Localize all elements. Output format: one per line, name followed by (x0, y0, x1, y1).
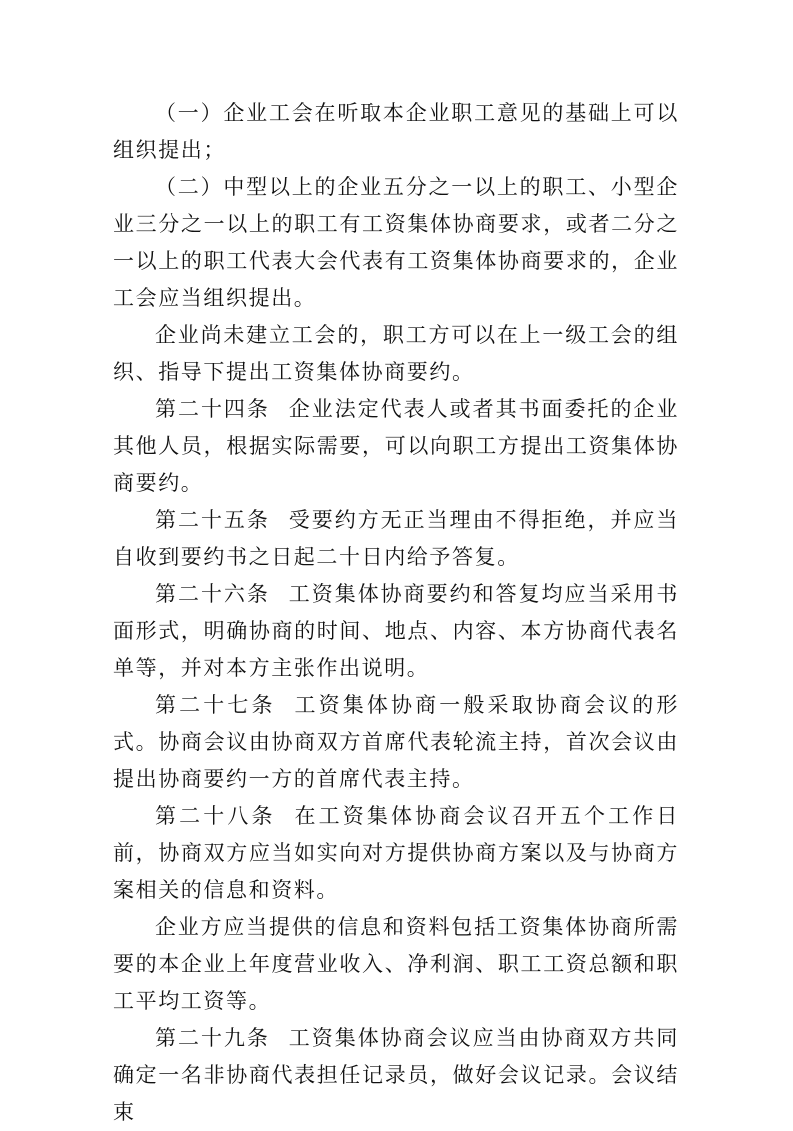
paragraph-text: 企业尚未建立工会的，职工方可以在上一级工会的组织、指导下提出工资集体协商要约。 (113, 323, 679, 384)
document-body (113, 95, 679, 1131)
article-number: 第二十八条 (155, 804, 276, 828)
article-text: 在工资集体协商会议召开五个工作日前，协商双方应当如实向对方提供协商方案以及与协商方案相关的信息和资料。 (113, 804, 679, 902)
article-number: 第二十五条 (155, 508, 270, 532)
paragraph-1 (113, 95, 679, 169)
article-26 (113, 576, 679, 687)
article-number: 第二十九条 (155, 1026, 270, 1050)
article-24 (113, 391, 679, 502)
article-number: 第二十六条 (155, 582, 270, 606)
article-text: 受要约方无正当理由不得拒绝，并应当自收到要约书之日起二十日内给予答复。 (113, 508, 680, 569)
paragraph-9 (113, 909, 679, 1020)
article-text: 工资集体协商会议应当由协商双方共同确定一名非协商代表担任记录员，做好会议记录。会议结束 (113, 1026, 680, 1124)
article-text: 工资集体协商一般采取协商会议的形式。协商会议由协商双方首席代表轮流主持，首次会议由提出协商要约一方的首席代表主持。 (113, 693, 679, 791)
paragraph-text: （二）中型以上的企业五分之一以上的职工、小型企业三分之一以上的职工有工资集体协商要求，或者二分之一以上的职工代表大会代表有工资集体协商要求的，企业工会应当组织提出。 (113, 175, 679, 310)
paragraph-text: （一）企业工会在听取本企业职工意见的基础上可以组织提出； (113, 101, 679, 162)
paragraph-3 (113, 317, 679, 391)
article-text: 企业法定代表人或者其书面委托的企业其他人员，根据实际需要，可以向职工方提出工资集体协商要约。 (113, 397, 680, 495)
article-27 (113, 687, 679, 798)
paragraph-2 (113, 169, 679, 317)
article-25 (113, 502, 679, 576)
article-28 (113, 798, 679, 909)
article-number: 第二十七条 (155, 693, 276, 717)
article-29 (113, 1020, 679, 1131)
paragraph-text: 企业方应当提供的信息和资料包括工资集体协商所需要的本企业上年度营业收入、净利润、职工工资总额和职工平均工资等。 (113, 915, 679, 1013)
article-text: 工资集体协商要约和答复均应当采用书面形式，明确协商的时间、地点、内容、本方协商代表名单等，并对本方主张作出说明。 (113, 582, 680, 680)
article-number: 第二十四条 (155, 397, 270, 421)
